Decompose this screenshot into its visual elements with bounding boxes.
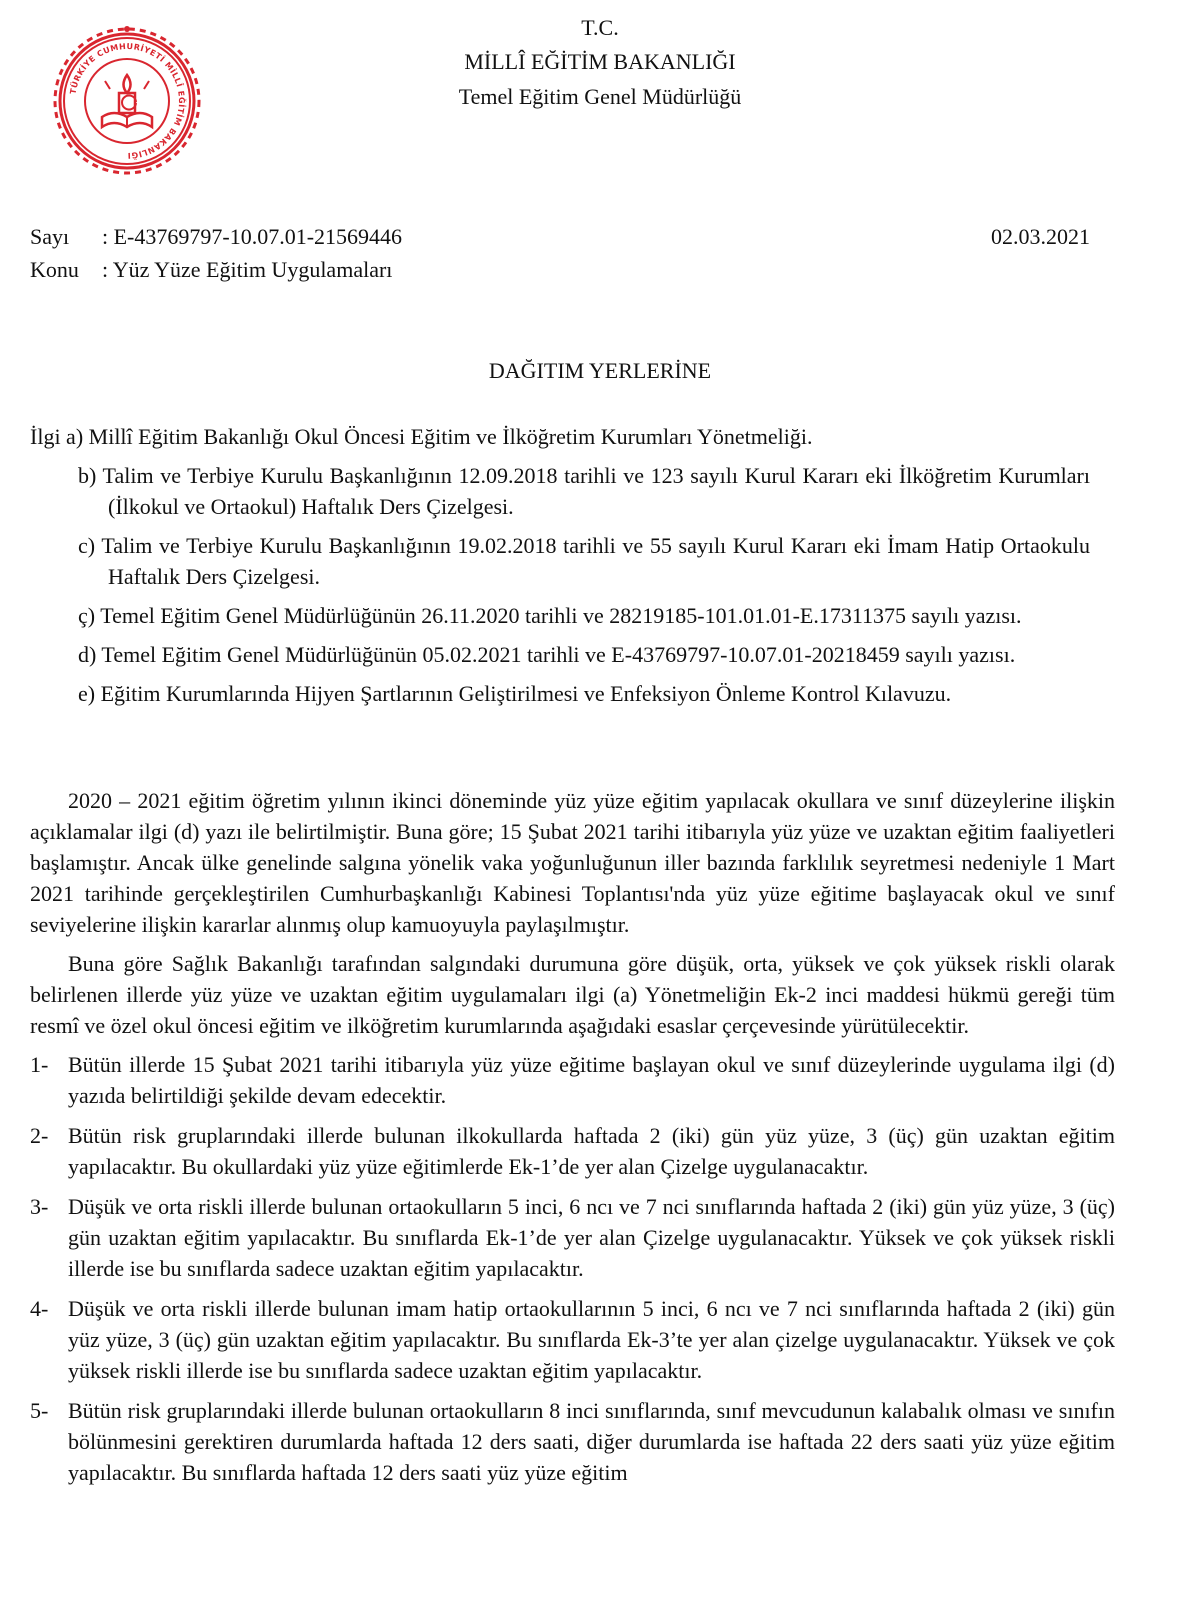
references [30, 421, 1090, 717]
list-item [30, 1049, 1115, 1111]
item-text: Bütün illerde 15 Şubat 2021 tarihi itibarıyla yüz yüze eğitime başlayan okul ve sınıf düzeylerinde uygulama ilgi (d) yazıda belirtildiği şekilde devam edecektir. [68, 1052, 1115, 1108]
item-text: Bütün risk gruplarındaki illerde bulunan ortaokulların 8 inci sınıflarında, sınıf mevcudunun kalabalık olması ve sınıfın bölünmesini gerektiren durumlarda haftada 12 ders saati, diğer durumlarda ise haftada 22 ders saati yüz yüze eğitim yapılacaktır. Bu sınıflarda haftada 12 ders saati yüz yüze eğitim [68, 1398, 1115, 1485]
item-number: 4- [30, 1296, 49, 1321]
item-number: 5- [30, 1398, 49, 1423]
reference-e: e) Eğitim Kurumlarında Hijyen Şartlarının Geliştirilmesi ve Enfeksiyon Önleme Kontrol Kılavuzu. [78, 681, 952, 706]
reference-cc: ç) Temel Eğitim Genel Müdürlüğünün 26.11.2020 tarihli ve 28219185-101.01.01-E.17311375 sayılı yazısı. [78, 603, 1022, 628]
body-paragraph: 2020 – 2021 eğitim öğretim yılının ikinci döneminde yüz yüze eğitim yapılacak okullara ve sınıf düzeylerine ilişkin açıklamalar ilgi (d) yazı ile belirtilmiştir. Buna göre; 15 Şubat 2021 tarihi itibarıyla yüz yüze ve uzaktan eğitim faaliyetleri başlamıştır. Ancak ülke genelinde salgına yönelik vaka yoğunluğunun iller bazında farklılık seyretmesi nedeniyle 1 Mart 2021 tarihinde gerçekleştirilen Cumhurbaşkanlığı Kabinesi Toplantısı'nda yüz yüze eğitime başlayacak okul ve sınıf seviyelerine ilişkin kararlar alınmış olup kamuoyuyla paylaşılmıştır. [30, 788, 1115, 937]
svg-text:TÜRKİYE CUMHURİYETİ MİLLÎ EĞİT: TÜRKİYE CUMHURİYETİ MİLLÎ EĞİTİM BAKANLIĞI [68, 41, 187, 161]
reference-a: İlgi a) Millî Eğitim Bakanlığı Okul Öncesi Eğitim ve İlköğretim Kurumları Yönetmeliği. [30, 424, 813, 449]
list-item [30, 1120, 1115, 1182]
addressee: DAĞITIM YERLERİNE [488, 358, 712, 383]
item-number: 1- [30, 1052, 49, 1077]
document-date: 02.03.2021 [991, 224, 1090, 249]
konu-value: : Yüz Yüze Eğitim Uygulamaları [102, 257, 393, 282]
header-directorate: Temel Eğitim Genel Müdürlüğü [458, 84, 742, 109]
item-number: 2- [30, 1123, 49, 1148]
sayi-value: : E-43769797-10.07.01-21569446 [102, 224, 403, 249]
body-paragraph: Buna göre Sağlık Bakanlığı tarafından salgındaki durumuna göre düşük, orta, yüksek ve çok yüksek riskli olarak belirlenen illerde yüz yüze ve uzaktan eğitim uygulamaları ilgi (a) Yönetmeliğin Ek-2 inci maddesi hükmü gereği tüm resmî ve özel okul öncesi eğitim ve ilköğretim kurumlarında aşağıdaki esaslar çerçevesinde yürütülecektir. [30, 951, 1115, 1038]
reference-b: b) Talim ve Terbiye Kurulu Başkanlığının 12.09.2018 tarihli ve 123 sayılı Kurul Kararı eki İlköğretim Kurumları (İlkokul ve Ortaokul) Haftalık Ders Çizelgesi. [78, 463, 1090, 519]
konu-label: Konu [30, 257, 79, 282]
item-text: Düşük ve orta riskli illerde bulunan ortaokulların 5 inci, 6 ncı ve 7 nci sınıflarında haftada 2 (iki) gün yüz yüze, 3 (üç) gün uzaktan eğitim yapılacaktır. Bu sınıflarda Ek-1’de yer alan Çizelge uygulanacaktır. Yüksek ve çok yüksek riskli illerde ise bu sınıflarda sadece uzaktan eğitim yapılacaktır. [68, 1194, 1115, 1281]
sayi-row [30, 221, 402, 252]
document-body [30, 785, 1115, 1497]
item-number: 3- [30, 1194, 49, 1219]
sayi-label: Sayı [30, 224, 70, 249]
list-item [30, 1191, 1115, 1284]
reference-c: c) Talim ve Terbiye Kurulu Başkanlığının 19.02.2018 tarihli ve 55 sayılı Kurul Kararı eki İmam Hatip Ortaokulu Haftalık Ders Çizelgesi. [78, 533, 1090, 589]
header-tc: T.C. [581, 15, 619, 40]
list-item [30, 1395, 1115, 1488]
konu-row [30, 254, 392, 285]
reference-d: d) Temel Eğitim Genel Müdürlüğünün 05.02.2021 tarihli ve E-43769797-10.07.01-20218459 sayılı yazısı. [78, 642, 1016, 667]
rules-list [30, 1049, 1115, 1488]
item-text: Düşük ve orta riskli illerde bulunan imam hatip ortaokullarının 5 inci, 6 ncı ve 7 nci sınıflarında haftada 2 (iki) gün yüz yüze, 3 (üç) gün uzaktan eğitim yapılacaktır. Bu sınıflarda Ek-3’te yer alan çizelge uygulanacaktır. Yüksek ve çok yüksek riskli illerde ise bu sınıflarda sadece uzaktan eğitim yapılacaktır. [68, 1296, 1115, 1383]
item-text: Bütün risk gruplarındaki illerde bulunan ilkokullarda haftada 2 (iki) gün yüz yüze, 3 (üç) gün uzaktan eğitim yapılacaktır. Bu okullardaki yüz yüze eğitimlerde Ek-1’de yer alan Çizelge uygulanacaktır. [68, 1123, 1115, 1179]
header-ministry: MİLLÎ EĞİTİM BAKANLIĞI [464, 49, 736, 74]
list-item [30, 1293, 1115, 1386]
